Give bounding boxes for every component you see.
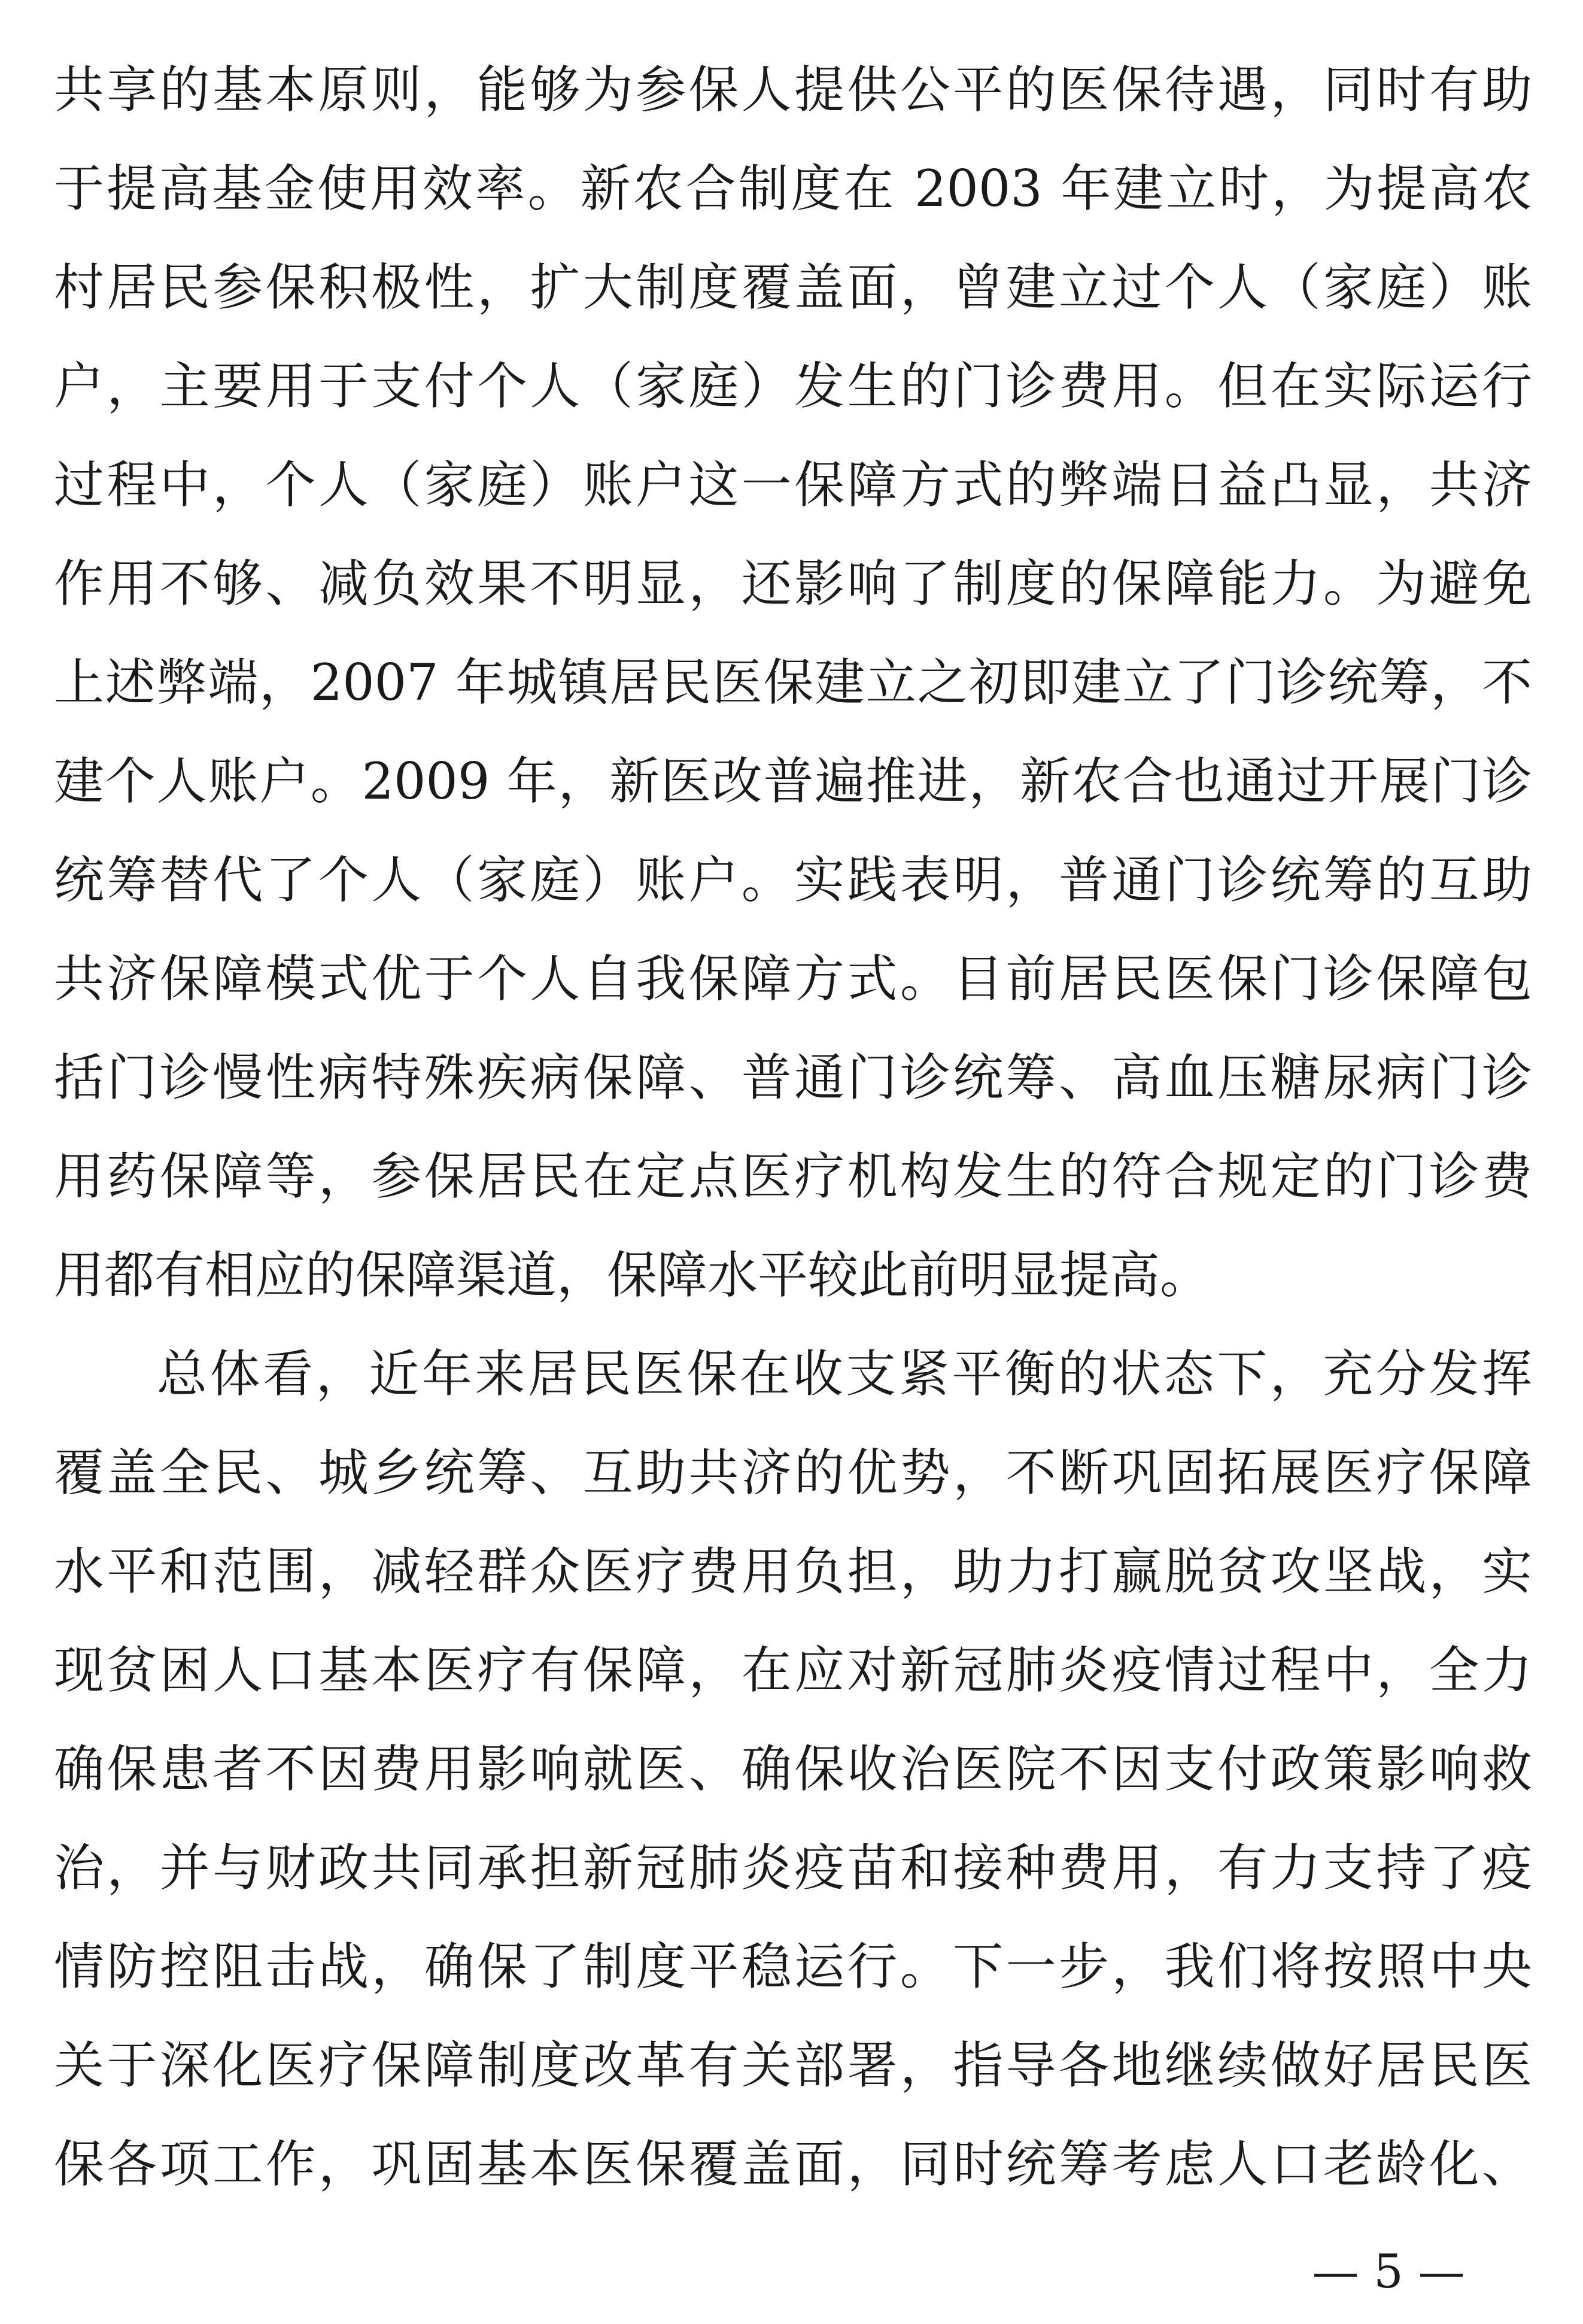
paragraph-2-line-5: 确保患者不因费用影响就医、确保收治医院不因支付政策影响救	[54, 1740, 1532, 1798]
paragraph-2-line-8: 关于深化医疗保障制度改革有关部署，指导各地继续做好居民医	[54, 2036, 1532, 2095]
paragraph-2-line-6: 治，并与财政共同承担新冠肺炎疫苗和接种费用，有力支持了疫	[54, 1838, 1532, 1897]
paragraph-1-line-13: 用都有相应的保障渠道，保障水平较此前明显提高。	[54, 1246, 1211, 1304]
paragraph-1-line-1: 共享的基本原则，能够为参保人提供公平的医保待遇，同时有助	[54, 60, 1532, 119]
paragraph-1-line-12: 用药保障等，参保居民在定点医疗机构发生的符合规定的门诊费	[54, 1147, 1532, 1206]
paragraph-1-line-8: 建个人账户。2009 年，新医改普遍推进，新农合也通过开展门诊	[54, 752, 1532, 811]
page-number: — 5 —	[1312, 2245, 1465, 2299]
paragraph-2-line-1: 总体看，近年来居民医保在收支紧平衡的状态下，充分发挥	[157, 1345, 1532, 1403]
paragraph-1-line-11: 括门诊慢性病特殊疾病保障、普通门诊统筹、高血压糖尿病门诊	[54, 1048, 1532, 1107]
paragraph-1-line-5: 过程中，个人（家庭）账户这一保障方式的弊端日益凸显，共济	[54, 456, 1532, 514]
paragraph-2-line-3: 水平和范围，减轻群众医疗费用负担，助力打赢脱贫攻坚战，实	[54, 1542, 1532, 1601]
paragraph-1-line-10: 共济保障模式优于个人自我保障方式。目前居民医保门诊保障包	[54, 949, 1532, 1008]
paragraph-1-line-3: 村居民参保积极性，扩大制度覆盖面，曾建立过个人（家庭）账	[54, 258, 1532, 317]
paragraph-2-line-2: 覆盖全民、城乡统筹、互助共济的优势，不断巩固拓展医疗保障	[54, 1443, 1532, 1502]
paragraph-1-line-2: 于提高基金使用效率。新农合制度在 2003 年建立时，为提高农	[54, 159, 1532, 218]
paragraph-1-line-7: 上述弊端，2007 年城镇居民医保建立之初即建立了门诊统筹，不	[54, 653, 1532, 712]
paragraph-2-line-4: 现贫困人口基本医疗有保障，在应对新冠肺炎疫情过程中，全力	[54, 1641, 1532, 1700]
paragraph-1-line-6: 作用不够、减负效果不明显，还影响了制度的保障能力。为避免	[54, 554, 1532, 613]
paragraph-1-line-9: 统筹替代了个人（家庭）账户。实践表明，普通门诊统筹的互助	[54, 851, 1532, 909]
paragraph-2-line-9: 保各项工作，巩固基本医保覆盖面，同时统筹考虑人口老龄化、	[54, 2135, 1532, 2193]
paragraph-2-line-7: 情防控阻击战，确保了制度平稳运行。下一步，我们将按照中央	[54, 1937, 1532, 1996]
paragraph-1-line-4: 户，主要用于支付个人（家庭）发生的门诊费用。但在实际运行	[54, 357, 1532, 415]
